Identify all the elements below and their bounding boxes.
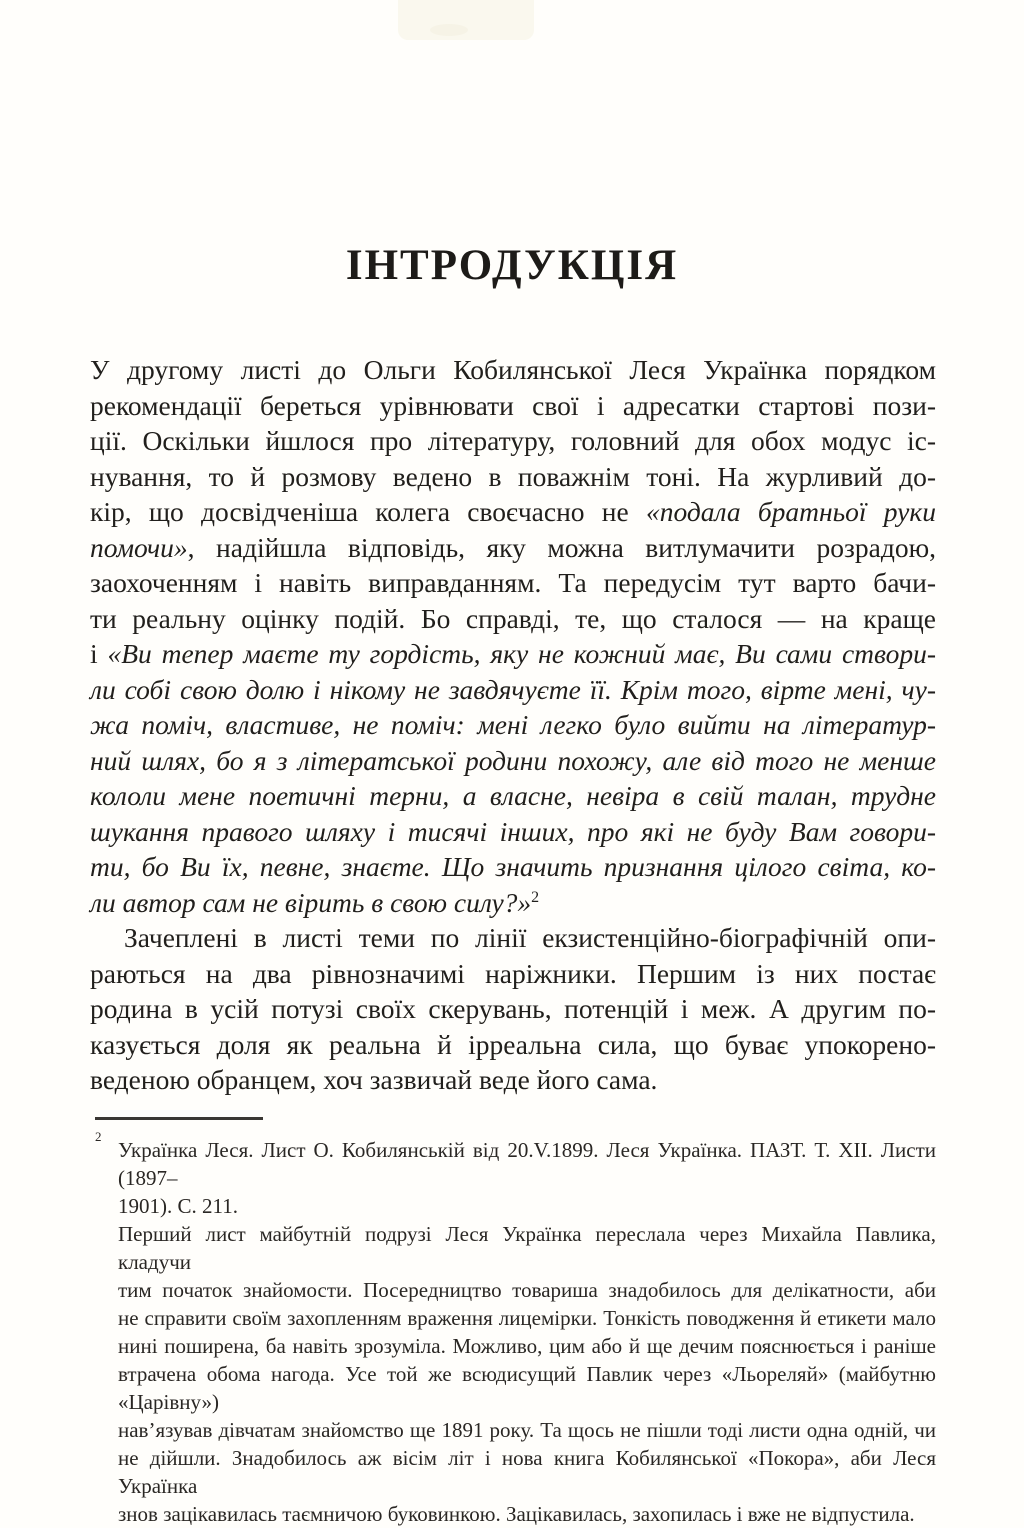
text-line — [118, 1220, 936, 1276]
text-segment: раються на два рівнозначимі наріжники. Першим із них постає — [90, 957, 936, 989]
text-segment: ний шлях, бо я з літератської родини похожу, але від того не менше — [90, 744, 936, 776]
text-segment: заохоченням і навіть виправданням. Та передусім тут варто бачи- — [90, 567, 936, 598]
text-segment: помочи» — [90, 531, 188, 563]
text-line — [90, 885, 936, 921]
text-segment: і — [90, 638, 108, 669]
text-line — [90, 601, 936, 637]
text-line — [118, 1304, 936, 1332]
text-line — [118, 1500, 936, 1528]
text-line — [90, 423, 936, 459]
text-line — [118, 1416, 936, 1444]
text-segment: ли собі свою долю і нікому не завдячуєте її. Крім того, вірте мені, чу- — [90, 673, 936, 705]
text-line — [90, 494, 936, 530]
text-line — [90, 956, 936, 992]
paragraph-opening — [90, 352, 936, 920]
text-segment: нування, то й розмову ведено в поважнім тоні. На журливий до- — [90, 460, 936, 492]
footnote: 2 Українка Леся. Лист О. Кобилянській від 20.V.1899. Леся Українка. ПАЗТ. Т. XII. Листи (1897– 1901). С. 211. Перший лист майбутній подрузі Леся Українка переслала через Михайла Павлика, кладучи тим початок знайомости. Посередництво товариша знадобилось для делікатности, аби не справити своїм захопленням враження лицемірки. Тонкість поводження й етикети мало нині поширена, ба навіть зрозуміла. Можливо, цим або й ще дечим пояснюється і раніше втрачена обома нагода. Усе той же всюдисущий Павлик через «Льореляй» (майбутню «Царівну») нав’язував дівчатам знайомство ще 1891 року. Та щось не пішли тоді листи одна одній, чи не дійшли. Знадобилось аж вісім літ і нова книга Кобилянської «Покора», аби Леся Українка знов зацікавилась таємничою буковинкою. Зацікавилась, захопилась і вже не відпустила. — [95, 1129, 936, 1526]
text-line — [90, 991, 936, 1027]
text-line — [90, 1062, 936, 1098]
text-line — [90, 778, 936, 814]
text-line — [118, 1444, 936, 1500]
text-segment: «подала братньої руки — [645, 496, 936, 527]
text-line — [90, 459, 936, 495]
text-segment: ли автор сам не вірить в свою силу?» — [90, 886, 532, 918]
text-segment: , надійшла відповідь, яку можна витлумачити розрадою, — [187, 531, 936, 563]
text-line — [90, 636, 936, 672]
text-segment: втрачена обома нагода. Усе той же всюдисущий Павлик через «Льореляй» (майбутню «Царівну») — [118, 1362, 936, 1414]
scan-artifact — [398, 0, 534, 40]
text-line — [118, 1360, 936, 1416]
text-segment: рекомендації береться урівнювати свої і адресатки стартові пози- — [90, 389, 936, 421]
page-title: ІНТРОДУКЦІЯ — [345, 241, 679, 289]
text-segment: жа поміч, властиве, не поміч: мені легко було вийти на літератур- — [90, 709, 936, 740]
text-line — [90, 707, 936, 743]
text-line — [90, 849, 936, 885]
text-segment: кір, що досвідченіша колега своєчасно не — [90, 496, 646, 527]
text-segment: 1901). С. 211. — [118, 1194, 238, 1218]
text-segment: Зачеплені в листі теми по лінії екзистенційно-біографічній опи- — [124, 922, 936, 953]
text-segment: кололи мене поетичні терни, а власне, невіра в свій талан, трудне — [90, 780, 936, 811]
footnote-text — [118, 1136, 936, 1528]
paragraph-second — [90, 920, 936, 1098]
text-line — [90, 672, 936, 708]
text-segment: ції. Оскільки йшлося про літературу, головний для обох модус іс- — [90, 425, 936, 456]
text-segment: ти, бо Ви їх, певне, знаєте. Що значить признання цілого світа, ко- — [90, 851, 936, 882]
text-line — [90, 352, 936, 388]
text-segment: тим початок знайомости. Посередництво товариша знадобилось для делікатности, аби — [118, 1278, 936, 1302]
text-line — [90, 565, 936, 601]
text-line — [118, 1332, 936, 1360]
text-segment: казується доля як реальна й ірреальна сила, що буває упокорено- — [90, 1028, 936, 1060]
text-line — [90, 743, 936, 779]
text-segment: У другому листі до Ольги Кобилянської Леся Українка порядком — [90, 354, 936, 385]
text-segment: Українка Леся. Лист О. Кобилянській від 20.V.1899. Леся Українка. ПАЗТ. Т. XII. Листи (1897– — [118, 1138, 936, 1190]
text-line — [90, 530, 936, 566]
text-segment: нав’язував дівчатам знайомство ще 1891 року. Та щось не пішли тоді листи одна одній, чи — [118, 1418, 936, 1442]
scan-artifact-dot — [430, 24, 468, 36]
text-line — [90, 920, 936, 956]
text-line — [118, 1192, 936, 1220]
text-line — [118, 1136, 936, 1192]
text-segment: не справити своїм захопленням враження лицемірки. Тонкість поводження й етикети мало — [118, 1306, 936, 1330]
text-segment: родина в усій потузі своїх скерувань, потенцій і меж. А другим по- — [90, 993, 936, 1024]
text-segment: Перший лист майбутній подрузі Леся Українка переслала через Михайла Павлика, кладучи — [118, 1222, 936, 1274]
text-segment: не дійшли. Знадобилось аж вісім літ і нова книга Кобилянської «Покора», аби Леся Українка — [118, 1446, 936, 1498]
footnote-separator — [95, 1117, 263, 1120]
text-line — [118, 1276, 936, 1304]
body-text — [90, 352, 936, 1098]
footnote-reference: 2 — [531, 888, 540, 906]
text-segment: знов зацікавилась таємничою буковинкою. Зацікавилась, захопилась і вже не відпустила. — [118, 1502, 915, 1526]
text-segment: ти реальну оцінку подій. Бо справді, те, що сталося — на краще — [90, 602, 936, 634]
text-line — [90, 814, 936, 850]
text-line — [90, 388, 936, 424]
text-segment: нині поширена, ба навіть зрозуміла. Можливо, цим або й ще дечим пояснюється і раніше — [118, 1334, 936, 1358]
text-segment: шукання правого шляху і тисячі інших, про які не буду Вам говори- — [90, 815, 936, 847]
text-segment: «Ви тепер маєте ту гордість, яку не кожний має, Ви сами створи- — [107, 638, 936, 669]
text-segment: веденою обранцем, хоч зазвичай веде його сама. — [90, 1064, 658, 1095]
text-line — [90, 1027, 936, 1063]
